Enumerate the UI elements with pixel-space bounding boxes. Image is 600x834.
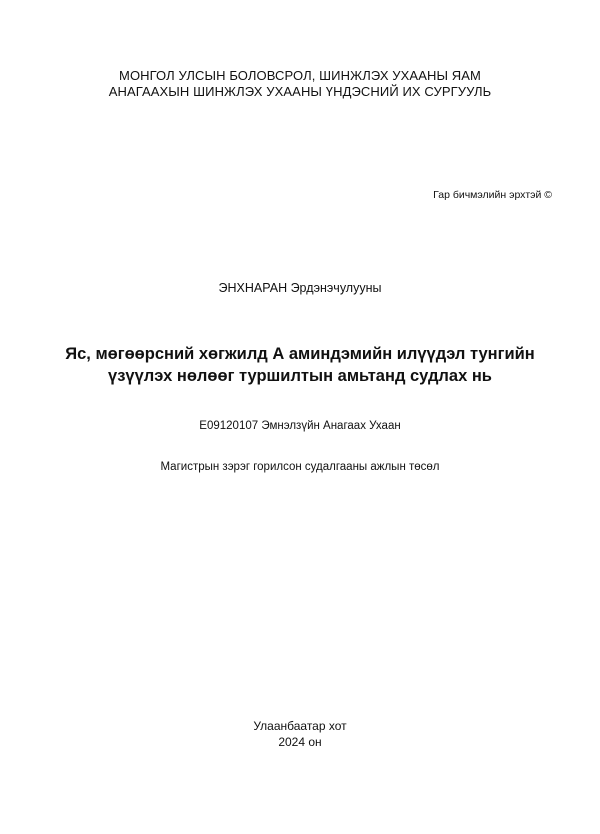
copyright-notice: Гар бичмэлийн эрхтэй © [433, 189, 552, 201]
proposal-type: Магистрын зэрэг горилсон судалгааны ажлын төсөл [160, 461, 440, 473]
specialty-code: E09120107 Эмнэлзүйн Анагаах Ухаан [199, 420, 401, 432]
ministry-name: МОНГОЛ УЛСЫН БОЛОВСРОЛ, ШИНЖЛЭХ УХААНЫ ЯАМ [119, 68, 481, 83]
author-name: ЭНХНАРАН Эрдэнэчулууны [218, 281, 382, 295]
thesis-title-line-1: Яс, мөгөөрсний хөгжилд А аминдэмийн илүүдэл тунгийн [65, 345, 535, 363]
thesis-title-line-2: үзүүлэх нөлөөг туршилтын амьтанд судлах нь [108, 367, 492, 385]
year: 2024 он [278, 735, 322, 749]
university-name: АНАГААХЫН ШИНЖЛЭХ УХААНЫ ҮНДЭСНИЙ ИХ СУРГУУЛЬ [108, 84, 492, 99]
city: Улаанбаатар хот [253, 719, 347, 733]
